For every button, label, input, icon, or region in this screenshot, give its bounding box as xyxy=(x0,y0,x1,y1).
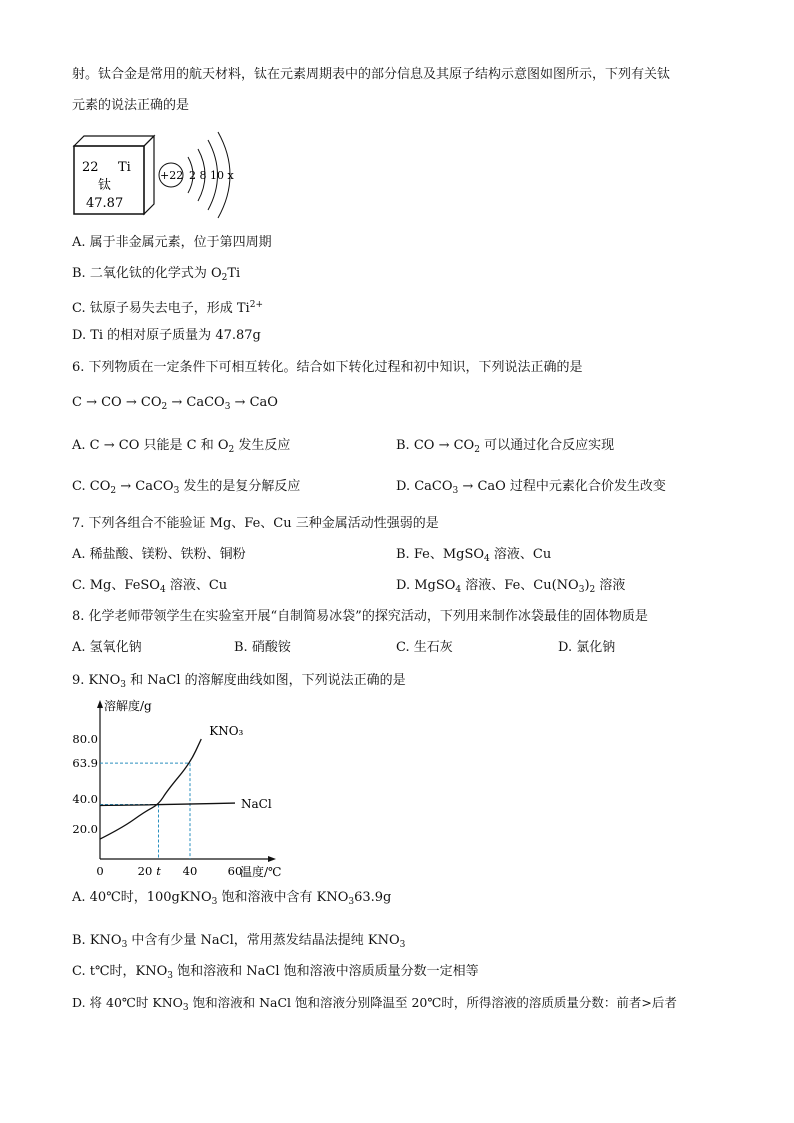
q7-stem: 7. 下列各组合不能验证 Mg、Fe、Cu 三种金属活动性强弱的是 xyxy=(72,516,439,531)
q7-option-b[interactable]: B. Fe、MgSO$_4$ 溶液、Cu xyxy=(396,547,552,564)
q8-option-b[interactable]: B. 硝酸铵 xyxy=(234,640,291,655)
x-axis-label: 温度/℃ xyxy=(240,865,282,879)
q5-option-a[interactable]: A. 属于非金属元素，位于第四周期 xyxy=(72,235,272,250)
x-tick-label-3: 40 xyxy=(182,864,198,878)
x-tick-label-0: 0 xyxy=(96,864,104,878)
q6-option-d[interactable]: D. CaCO$_3$ → CaO 过程中元素化合价发生改变 xyxy=(396,479,666,496)
q7-option-c[interactable]: C. Mg、FeSO$_4$ 溶液、Cu xyxy=(72,578,228,595)
q5-stem-line2: 元素的说法正确的是 xyxy=(72,98,190,113)
nucleus-charge: +22 xyxy=(160,169,184,182)
q5-option-d[interactable]: D. Ti 的相对原子质量为 47.87g xyxy=(72,328,261,343)
series-label-KNO3: KNO₃ xyxy=(209,724,244,738)
atomic-number: 22 xyxy=(82,160,99,175)
atomic-mass: 47.87 xyxy=(86,196,124,211)
q9-option-a[interactable]: A. 40℃时，100gKNO$_3$ 饱和溶液中含有 $KNO_363.9g$ xyxy=(72,890,392,907)
x-axis-arrow xyxy=(268,856,276,862)
q8-option-c[interactable]: C. 生石灰 xyxy=(396,640,453,655)
y-axis-label: 溶解度/g xyxy=(104,699,152,713)
q7-option-d[interactable]: D. MgSO$_4$ 溶液、Fe、$Cu(NO_3)_2$ 溶液 xyxy=(396,578,626,595)
x-tick-label-1: 20 xyxy=(137,864,153,878)
x-tick-label-4: 60 xyxy=(227,864,243,878)
y-tick-label-2: 63.9 xyxy=(72,756,98,771)
q6-option-c[interactable]: C. $CO_2$ → CaCO$_3$ 发生的是复分解反应 xyxy=(72,479,301,496)
q8-option-a[interactable]: A. 氢氧化钠 xyxy=(72,640,142,655)
q5-option-c[interactable]: C. 钛原子易失去电子，形成 $Ti^{2+}$ xyxy=(72,300,263,316)
q5-stem-line1: 射。钛合金是常用的航天材料，钛在元素周期表中的部分信息及其原子结构示意图如图所示，下列有关钛 xyxy=(72,67,671,82)
q7-option-a[interactable]: A. 稀盐酸、镁粉、铁粉、铜粉 xyxy=(72,547,246,562)
x-tick-label-2: t xyxy=(156,864,161,878)
q6-conversion-chain: C → CO → $CO_2$ → CaCO$_3$ → CaO xyxy=(72,395,278,412)
q8-option-d[interactable]: D. 氯化钠 xyxy=(558,640,616,655)
q6-option-b[interactable]: B. CO → $CO_2$ 可以通过化合反应实现 xyxy=(396,438,615,455)
y-tick-label-3: 80.0 xyxy=(72,732,98,746)
q9-option-d[interactable]: D. 将 40℃时 $KNO_3$ 饱和溶液和 NaCl 饱和溶液分别降温至 20℃时，所得溶液的溶质质量分数：前者>后者 xyxy=(72,995,677,1013)
element-name: 钛 xyxy=(98,178,112,193)
electron-shells: 2 8 10 x xyxy=(189,169,234,182)
q6-option-a[interactable]: A. C → CO 只能是 C 和 $O_2$ 发生反应 xyxy=(72,438,291,455)
q8-stem: 8. 化学老师带领学生在实验室开展“自制简易冰袋”的探究活动，下列用来制作冰袋最佳的固体物质是 xyxy=(72,609,648,624)
q9-stem: 9. $KNO_3$ 和 NaCl 的溶解度曲线如图，下列说法正确的是 xyxy=(72,673,406,690)
q9-option-b[interactable]: B. $KNO_3$ 中含有少量 NaCl，常用蒸发结晶法提纯 $KNO_3$ xyxy=(72,933,406,950)
series-label-NaCl: NaCl xyxy=(241,797,272,812)
q6-stem: 6. 下列物质在一定条件下可相互转化。结合如下转化过程和初中知识，下列说法正确的是 xyxy=(72,360,583,375)
q5-option-b[interactable]: B. 二氧化钛的化学式为 $O_2Ti$ xyxy=(72,266,241,283)
titanium-figure xyxy=(70,122,245,222)
y-axis-arrow xyxy=(97,700,103,708)
y-tick-label-1: 40.0 xyxy=(72,792,98,806)
q9-option-c[interactable]: C. t℃时，$KNO_3$ 饱和溶液和 NaCl 饱和溶液中溶质质量分数一定相等 xyxy=(72,964,479,981)
element-symbol: Ti xyxy=(118,160,131,175)
series-line-KNO3 xyxy=(100,739,201,839)
solubility-chart xyxy=(60,692,320,882)
y-tick-label-0: 20.0 xyxy=(72,822,98,836)
